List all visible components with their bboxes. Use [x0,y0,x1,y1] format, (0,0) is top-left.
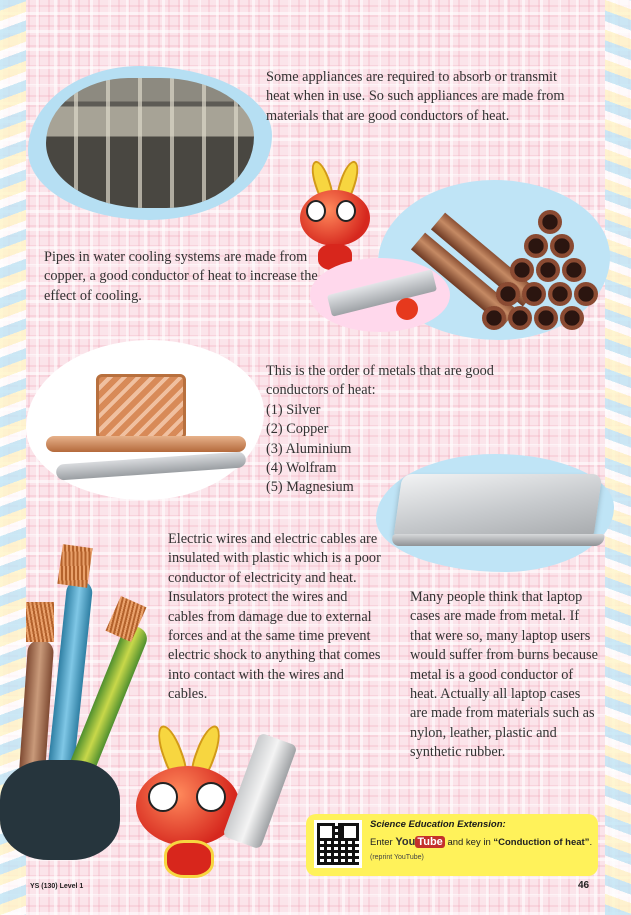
metal-item-silver: (1) Silver [266,401,321,418]
keyword-period: . [589,837,593,848]
extension-instruction [370,836,592,848]
laptop-photo [376,454,614,572]
footer-level: YS (130) Level 1 [30,883,84,890]
wires-paragraph: Electric wires and electric cables are insulated with plastic which is a poor conductor of electricity and heat. Insulators protect the wires and cables from damage due to external forces and at the same time prevent electric shock to anything that comes into contact with the wires and cables. [168,531,381,703]
page-number: 46 [578,880,590,891]
reprint-note: (reprint YouTube) [370,854,424,861]
extension-title: Science Education Extension: [370,819,506,830]
laptop-lid [394,474,603,536]
youtube-logo-tube: Tube [417,836,443,848]
laptop-base [391,534,605,546]
appliances-paragraph: Some appliances are required to absorb or transmit heat when in use. So such appliances are made from materials that are good conductors of heat. [266,69,565,124]
qr-code-icon[interactable] [314,820,362,868]
and-key-in-label: and key in [447,837,491,848]
search-keyword: “Conduction of heat” [493,837,590,848]
youtube-logo-you: You [395,836,416,848]
industrial-frame-image [46,78,254,208]
right-border-stripes [605,0,631,915]
steel-beam-cloud [310,258,450,332]
youtube-logo-icon [395,836,444,848]
pipes-paragraph: Pipes in water cooling systems are made from copper, a good conductor of heat to increase the effect of cooling. [44,249,318,304]
metals-intro: This is the order of metals that are good conductors of heat: [266,363,494,399]
metal-item-wolfram: (4) Wolfram [266,460,337,477]
laptop-paragraph: Many people think that laptop cases are made from metal. If that were so, many laptop users would suffer from burns because metal is a good conductor of heat. Actually all laptop cases are made from materials such as nylon, leather, plastic and synthetic rubber. [410,589,598,761]
metal-item-aluminium: (3) Aluminium [266,440,352,457]
enter-label: Enter [370,837,393,848]
copper-heat-exchanger-photo [26,340,264,500]
industrial-appliance-photo [28,66,272,220]
metal-item-copper: (2) Copper [266,421,329,438]
youtube-extension-box [306,814,598,876]
metal-item-magnesium: (5) Magnesium [266,479,354,496]
